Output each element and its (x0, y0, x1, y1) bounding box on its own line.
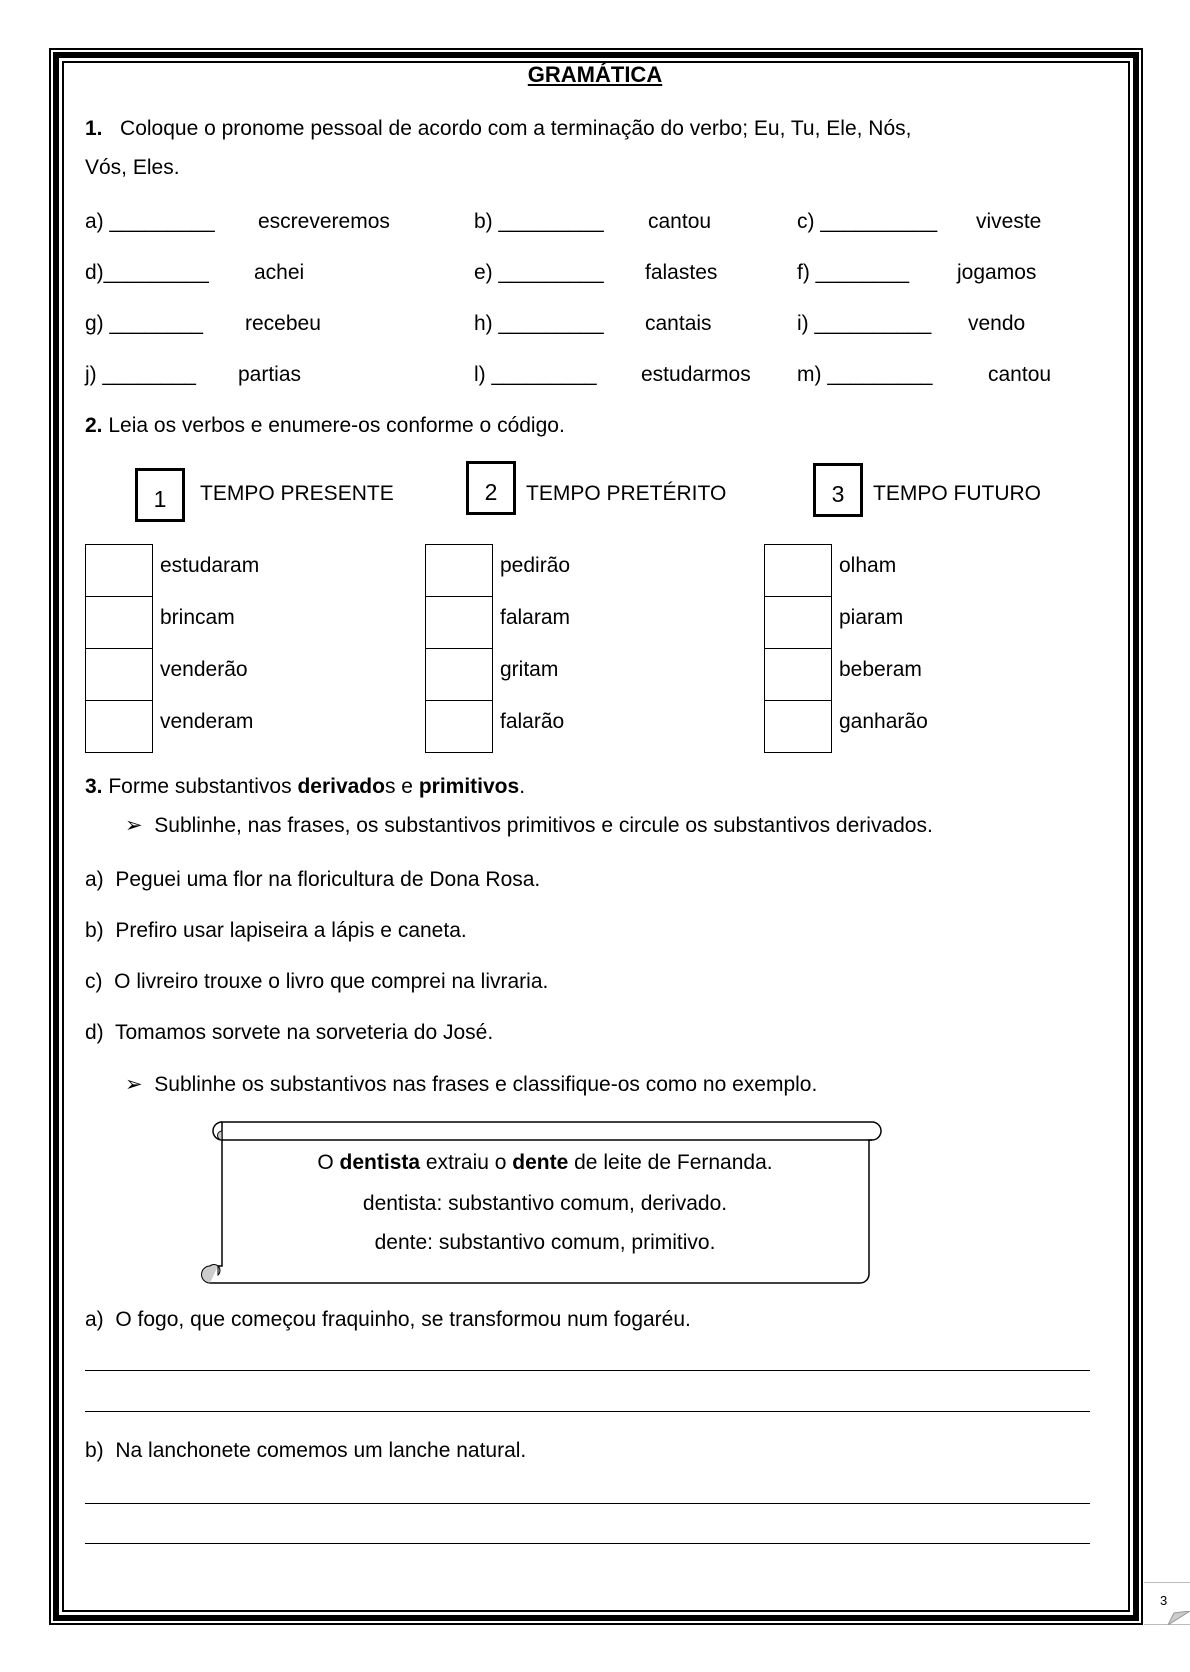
sentence-text: Peguei uma flor na floricultura de Dona Rosa. (115, 868, 541, 891)
answer-line[interactable] (85, 1370, 1090, 1371)
example-line-2: dentista: substantivo comum, derivado. (362, 1192, 728, 1215)
ex-w2: extraiu o (420, 1151, 513, 1174)
answer-box[interactable] (425, 648, 493, 701)
q3-text: Forme substantivos (108, 775, 298, 798)
q3-text-mid: s e (384, 775, 419, 798)
sentence-text: O livreiro trouxe o livro que comprei na livraria. (114, 970, 549, 993)
ex-w3: de leite de Fernanda. (568, 1151, 773, 1174)
q2-number: 2. (85, 414, 103, 437)
page-curl-icon (1166, 1611, 1190, 1625)
exercise-a-text: O fogo, que começou fraquinho, se transformou num fogaréu. (115, 1308, 691, 1331)
example-sentence (200, 1152, 890, 1173)
q1-blank-0[interactable]: a) _________ (85, 210, 215, 233)
q1-blank-10[interactable]: l) _________ (474, 363, 597, 386)
verb-item: piaram (839, 606, 904, 629)
answer-line[interactable] (85, 1503, 1090, 1504)
q1-blank-7[interactable]: h) _________ (474, 312, 604, 335)
q1-verb: falastes (645, 261, 718, 284)
sentence-text: Prefiro usar lapiseira a lápis e caneta. (115, 919, 467, 942)
q2-prompt (85, 415, 565, 436)
q1-blank-3[interactable]: d)_________ (85, 261, 209, 284)
q3-number: 3. (85, 775, 103, 798)
q3-prompt (85, 776, 525, 797)
verb-item: gritam (500, 658, 559, 681)
answer-line[interactable] (85, 1411, 1090, 1412)
code-label-3: TEMPO FUTURO (873, 482, 1041, 505)
verb-item: estudaram (160, 554, 260, 577)
example-line-3: dente: substantivo comum, primitivo. (374, 1231, 716, 1254)
verb-item: brincam (160, 606, 235, 629)
verb-item: venderam (160, 710, 254, 733)
bullet-1-text: Sublinhe, nas frases, os substantivos primitivos e circule os substantivos derivados. (154, 814, 933, 837)
q1-verb: partias (238, 363, 302, 386)
q1-blank-8[interactable]: i) __________ (797, 312, 932, 335)
code-label-1: TEMPO PRESENTE (200, 482, 394, 505)
ex-bold-dentista: dentista (339, 1151, 421, 1174)
answer-box[interactable] (764, 544, 832, 597)
q1-text-cont: Vós, Eles. (85, 156, 180, 179)
exercise-b-label: b) (85, 1439, 104, 1462)
sentence-item (85, 1022, 493, 1043)
arrow-bullet-icon: ➢ (125, 1073, 143, 1096)
answer-box[interactable] (425, 544, 493, 597)
q1-verb: escreveremos (258, 210, 390, 233)
sentence-text: Tomamos sorvete na sorveteria do José. (114, 1021, 494, 1044)
answer-line[interactable] (85, 1543, 1090, 1544)
q1-blank-2[interactable]: c) __________ (797, 210, 938, 233)
answer-box[interactable] (764, 700, 832, 753)
sentence-label: c) (85, 970, 103, 993)
q3-bold-primitivos: primitivos (418, 775, 520, 798)
answer-box[interactable] (425, 700, 493, 753)
verb-item: ganharão (839, 710, 928, 733)
q1-blank-1[interactable]: b) _________ (474, 210, 604, 233)
q1-blank-5[interactable]: f) ________ (797, 261, 910, 284)
bullet-2 (125, 1074, 817, 1095)
q1-blank-4[interactable]: e) _________ (474, 261, 604, 284)
arrow-bullet-icon: ➢ (125, 814, 143, 837)
exercise-a (85, 1309, 691, 1330)
answer-box[interactable] (764, 596, 832, 649)
bullet-2-text: Sublinhe os substantivos nas frases e classifique-os como no exemplo. (154, 1073, 818, 1096)
answer-box[interactable] (85, 544, 153, 597)
exercise-a-label: a) (85, 1308, 104, 1331)
code-box-3: 3 (813, 463, 863, 517)
code-box-1: 1 (135, 468, 185, 522)
exercise-b-text: Na lanchonete comemos um lanche natural. (115, 1439, 527, 1462)
answer-box[interactable] (85, 596, 153, 649)
sentence-label: d) (85, 1021, 104, 1044)
verb-item: pedirão (500, 554, 571, 577)
q1-verb: cantou (648, 210, 712, 233)
answer-box[interactable] (85, 648, 153, 701)
q3-text-end: . (519, 775, 526, 798)
q1-verb: viveste (976, 210, 1042, 233)
ex-bold-dente: dente (512, 1151, 569, 1174)
q1-verb: jogamos (957, 261, 1037, 284)
verb-item: olham (839, 554, 897, 577)
q1-verb: estudarmos (641, 363, 751, 386)
sentence-item (85, 869, 540, 890)
q1-verb: achei (254, 261, 305, 284)
q2-text: Leia os verbos e enumere-os conforme o código. (108, 414, 565, 437)
q1-blank-9[interactable]: j) ________ (85, 363, 196, 386)
exercise-b (85, 1440, 526, 1461)
q1-blank-6[interactable]: g) ________ (85, 312, 203, 335)
answer-box[interactable] (425, 596, 493, 649)
verb-item: falaram (500, 606, 571, 629)
sentence-item (85, 920, 467, 941)
page-title: GRAMÁTICA (527, 62, 663, 87)
q1-verb: recebeu (245, 312, 321, 335)
q1-blank-11[interactable]: m) _________ (797, 363, 933, 386)
sentence-label: b) (85, 919, 104, 942)
q1-verb: vendo (968, 312, 1026, 335)
verb-item: falarão (500, 710, 565, 733)
q3-bold-derivado: derivado (297, 775, 385, 798)
ex-w1: O (317, 1151, 340, 1174)
code-box-2: 2 (466, 461, 516, 515)
q1-verb: cantais (645, 312, 712, 335)
answer-box[interactable] (85, 700, 153, 753)
page-number: 3 (1160, 1593, 1168, 1608)
q1-prompt (85, 118, 911, 139)
q1-number: 1. (85, 117, 103, 140)
code-label-2: TEMPO PRETÉRITO (526, 482, 727, 505)
verb-item: beberam (839, 658, 922, 681)
sentence-item (85, 971, 548, 992)
q1-verb: cantou (988, 363, 1052, 386)
bullet-1 (125, 815, 933, 836)
page-number-tab (1144, 1582, 1190, 1625)
answer-box[interactable] (764, 648, 832, 701)
q1-text: Coloque o pronome pessoal de acordo com a terminação do verbo; Eu, Tu, Ele, Nós, (120, 117, 912, 140)
verb-item: venderão (160, 658, 248, 681)
sentence-label: a) (85, 868, 104, 891)
